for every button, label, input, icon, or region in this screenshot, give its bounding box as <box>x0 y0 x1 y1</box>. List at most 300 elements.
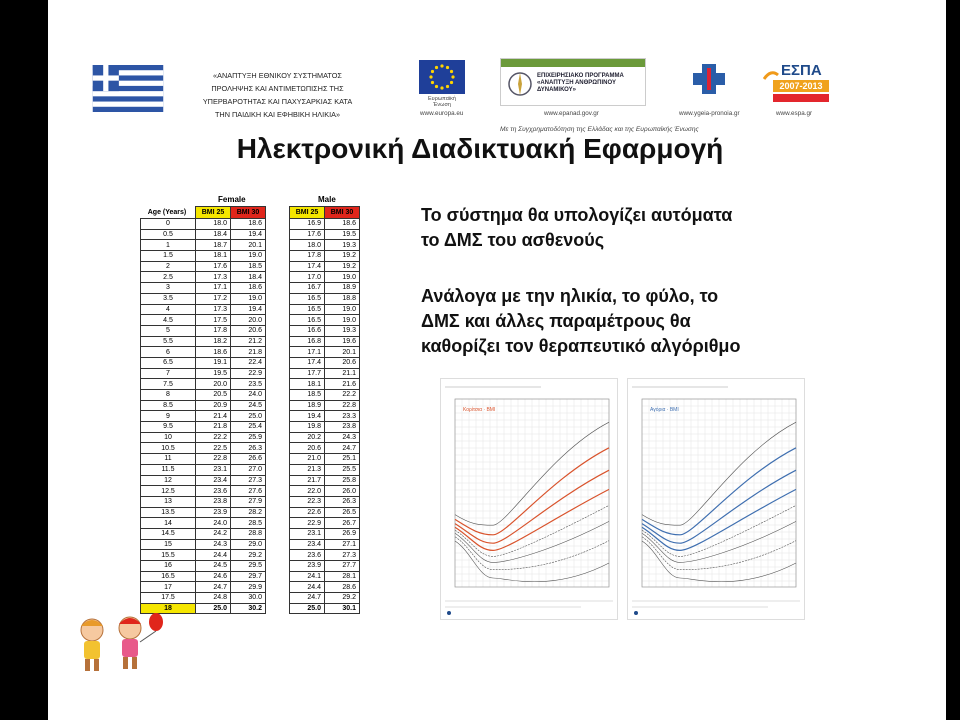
age-cell: 3 <box>141 283 196 294</box>
bmi-cell: 20.1 <box>325 347 360 358</box>
table-row <box>290 411 360 422</box>
bmi-cell: 30.1 <box>325 603 360 614</box>
eu-caption: Ευρωπαϊκή Ένωση <box>428 96 456 108</box>
bmi-cell: 17.0 <box>290 272 325 283</box>
bmi-cell: 21.3 <box>290 464 325 475</box>
table-row <box>141 496 266 507</box>
bmi-cell: 19.0 <box>231 251 266 262</box>
bmi-cell: 26.3 <box>231 443 266 454</box>
bmi-cell: 30.0 <box>231 593 266 604</box>
bmi-cell: 20.2 <box>290 432 325 443</box>
table-row <box>290 261 360 272</box>
table-row <box>290 315 360 326</box>
program-line: ΥΠΕΡΒΑΡΟΤΗΤΑΣ ΚΑΙ ΠΑΧΥΣΑΡΚΙΑΣ ΚΑΤΑ <box>202 97 353 106</box>
svg-text:Κορίτσια · BMI: Κορίτσια · BMI <box>463 407 496 413</box>
bmi-cell: 23.9 <box>196 507 231 518</box>
male-header: Male <box>318 195 336 204</box>
age-cell: 2.5 <box>141 272 196 283</box>
bmi-cell: 24.4 <box>196 550 231 561</box>
bmi-cell: 19.1 <box>196 357 231 368</box>
bmi-cell: 25.8 <box>325 475 360 486</box>
bmi-cell: 28.1 <box>325 571 360 582</box>
table-row <box>141 475 266 486</box>
bmi-cell: 22.8 <box>325 400 360 411</box>
bmi-cell: 17.1 <box>196 283 231 294</box>
bmi-cell: 28.5 <box>231 518 266 529</box>
age-cell: 12 <box>141 475 196 486</box>
boys-chart-image <box>628 379 804 619</box>
age-cell: 5.5 <box>141 336 196 347</box>
age-cell: 14.5 <box>141 528 196 539</box>
bmi-cell: 26.3 <box>325 496 360 507</box>
female-header: Female <box>218 195 246 204</box>
female-bmi25-header: BMI 25 <box>195 206 231 219</box>
age-cell: 6 <box>141 347 196 358</box>
table-row <box>290 603 360 614</box>
table-row <box>141 325 266 336</box>
age-cell: 12.5 <box>141 486 196 497</box>
bmi-cell: 19.4 <box>231 229 266 240</box>
bmi-cell: 29.2 <box>325 593 360 604</box>
bmi-cell: 18.0 <box>196 219 231 230</box>
table-row <box>141 454 266 465</box>
table-row <box>141 432 266 443</box>
table-row <box>141 550 266 561</box>
url-ygeia: www.ygeia-pronoia.gr <box>679 110 740 117</box>
table-row <box>290 518 360 529</box>
bmi-cell: 22.4 <box>231 357 266 368</box>
bmi-cell: 16.8 <box>290 336 325 347</box>
children-clipart <box>62 612 170 676</box>
bmi-cell: 18.5 <box>231 261 266 272</box>
bmi-cell: 22.0 <box>290 486 325 497</box>
bmi-cell: 22.8 <box>196 454 231 465</box>
bmi-cell: 19.2 <box>325 261 360 272</box>
male-bmi-table <box>289 218 360 614</box>
age-cell: 4.5 <box>141 315 196 326</box>
bmi-cell: 24.7 <box>290 593 325 604</box>
greek-flag-logo <box>91 65 165 112</box>
bmi-cell: 18.6 <box>231 219 266 230</box>
bmi-cell: 27.3 <box>231 475 266 486</box>
text-line: ΔΜΣ και άλλες παραμέτρους θα <box>421 311 691 331</box>
table-row <box>290 293 360 304</box>
bmi-cell: 19.5 <box>196 368 231 379</box>
bmi-cell: 24.7 <box>325 443 360 454</box>
table-row <box>141 528 266 539</box>
table-row <box>141 411 266 422</box>
bmi-cell: 18.6 <box>231 283 266 294</box>
bmi-cell: 18.4 <box>231 272 266 283</box>
bmi-cell: 16.5 <box>290 293 325 304</box>
table-row <box>141 293 266 304</box>
bmi-cell: 22.5 <box>196 443 231 454</box>
bmi-cell: 24.0 <box>196 518 231 529</box>
bmi-cell: 18.8 <box>325 293 360 304</box>
url-espa: www.espa.gr <box>776 110 813 117</box>
age-cell: 3.5 <box>141 293 196 304</box>
age-cell: 13.5 <box>141 507 196 518</box>
bmi-cell: 20.0 <box>196 379 231 390</box>
espa-years: 2007-2013 <box>773 80 829 92</box>
bmi-cell: 18.4 <box>196 229 231 240</box>
age-cell: 14 <box>141 518 196 529</box>
bmi-cell: 19.0 <box>325 304 360 315</box>
age-cell: 9.5 <box>141 422 196 433</box>
bmi-cell: 25.9 <box>231 432 266 443</box>
female-bmi-table <box>140 218 266 614</box>
bmi-cell: 18.2 <box>196 336 231 347</box>
table-row <box>290 240 360 251</box>
age-cell: 0.5 <box>141 229 196 240</box>
table-row <box>290 593 360 604</box>
bmi-cell: 16.5 <box>290 304 325 315</box>
bmi-cell: 24.3 <box>196 539 231 550</box>
bmi-cell: 19.3 <box>325 325 360 336</box>
bmi-cell: 23.1 <box>290 528 325 539</box>
bmi-cell: 25.0 <box>290 603 325 614</box>
bmi-cell: 18.6 <box>325 219 360 230</box>
program-line: ΤΗΝ ΠΑΙΔΙΚΗ ΚΑΙ ΕΦΗΒΙΚΗ ΗΛΙΚΙΑ» <box>214 110 341 119</box>
table-row <box>141 400 266 411</box>
table-row <box>141 507 266 518</box>
table-row <box>290 443 360 454</box>
age-cell: 16.5 <box>141 571 196 582</box>
table-row <box>141 261 266 272</box>
bmi-cell: 25.4 <box>231 422 266 433</box>
age-cell: 17.5 <box>141 593 196 604</box>
table-row <box>141 347 266 358</box>
bmi-cell: 20.9 <box>196 400 231 411</box>
url-epanad: www.epanad.gov.gr <box>544 110 599 117</box>
url-europa: www.europa.eu <box>420 110 464 117</box>
table-row <box>290 347 360 358</box>
table-row <box>141 561 266 572</box>
table-row <box>290 390 360 401</box>
age-cell: 0 <box>141 219 196 230</box>
table-row <box>290 550 360 561</box>
bmi-cell: 21.6 <box>325 379 360 390</box>
bmi-cell: 17.8 <box>196 325 231 336</box>
age-cell: 8.5 <box>141 400 196 411</box>
bmi-cell: 20.6 <box>231 325 266 336</box>
bmi-cell: 16.5 <box>290 315 325 326</box>
bmi-cell: 18.1 <box>290 379 325 390</box>
age-cell: 5 <box>141 325 196 336</box>
table-row <box>290 229 360 240</box>
bmi-cell: 21.7 <box>290 475 325 486</box>
bmi-cell: 24.2 <box>196 528 231 539</box>
bmi-cell: 18.1 <box>196 251 231 262</box>
bmi-cell: 23.8 <box>325 422 360 433</box>
bmi-cell: 18.9 <box>325 283 360 294</box>
bmi-cell: 19.0 <box>231 293 266 304</box>
bmi-cell: 27.3 <box>325 550 360 561</box>
bmi-cell: 28.6 <box>325 582 360 593</box>
text-line: Ανάλογα με την ηλικία, το φύλο, το <box>421 286 719 306</box>
bmi-cell: 28.2 <box>231 507 266 518</box>
bmi-cell: 22.9 <box>231 368 266 379</box>
bmi-cell: 25.1 <box>325 454 360 465</box>
table-row <box>141 571 266 582</box>
table-row <box>141 315 266 326</box>
table-row <box>290 464 360 475</box>
table-row <box>290 475 360 486</box>
bmi-cell: 17.6 <box>196 261 231 272</box>
bmi-cell: 21.8 <box>231 347 266 358</box>
table-row <box>141 251 266 262</box>
bmi-cell: 23.3 <box>325 411 360 422</box>
bmi-cell: 21.1 <box>325 368 360 379</box>
bmi-cell: 24.5 <box>231 400 266 411</box>
espa-label: ΕΣΠΑ <box>781 62 822 79</box>
bmi-cell: 26.6 <box>231 454 266 465</box>
table-row <box>141 582 266 593</box>
bmi-cell: 24.7 <box>196 582 231 593</box>
bmi-cell: 23.6 <box>196 486 231 497</box>
bmi-cell: 27.0 <box>231 464 266 475</box>
age-cell: 7.5 <box>141 379 196 390</box>
compass-icon <box>507 71 533 97</box>
bmi-cell: 19.4 <box>290 411 325 422</box>
age-cell: 11.5 <box>141 464 196 475</box>
bmi-cell: 19.6 <box>325 336 360 347</box>
age-header: Age (Years) <box>147 209 187 216</box>
bmi-cell: 29.2 <box>231 550 266 561</box>
male-bmi30-header: BMI 30 <box>324 206 360 219</box>
bmi-cell: 18.5 <box>290 390 325 401</box>
bmi-cell: 29.0 <box>231 539 266 550</box>
bmi-cell: 26.9 <box>325 528 360 539</box>
bmi-cell: 17.8 <box>290 251 325 262</box>
age-cell: 15 <box>141 539 196 550</box>
epanad-caption: ΕΠΙΧΕΙΡΗΣΙΑΚΟ ΠΡΟΓΡΑΜΜΑ «ΑΝΑΠΤΥΞΗ ΑΝΘΡΩΠΙΝΟΥ ΔΥΝΑΜΙΚΟΥ» <box>537 73 624 93</box>
bmi-cell: 23.1 <box>196 464 231 475</box>
table-row <box>141 219 266 230</box>
bmi-cell: 19.8 <box>290 422 325 433</box>
bmi-cell: 23.5 <box>231 379 266 390</box>
bmi-cell: 19.4 <box>231 304 266 315</box>
table-row <box>141 443 266 454</box>
espa-bar <box>773 94 829 102</box>
bmi-cell: 19.5 <box>325 229 360 240</box>
table-row <box>141 390 266 401</box>
text-line: καθορίζει τον θεραπευτικό αλγόριθμο <box>421 336 741 356</box>
bmi-cell: 29.7 <box>231 571 266 582</box>
age-cell: 9 <box>141 411 196 422</box>
age-cell: 10 <box>141 432 196 443</box>
bmi-cell: 19.2 <box>325 251 360 262</box>
table-row <box>141 240 266 251</box>
espa-logo <box>763 62 831 106</box>
cofunding-note: Με τη Συγχρηματοδότηση της Ελλάδας και της Ευρωπαϊκής Ένωσης <box>500 126 699 133</box>
paragraph-algorithm <box>421 284 740 359</box>
table-row <box>290 454 360 465</box>
table-row <box>290 379 360 390</box>
bmi-cell: 24.0 <box>231 390 266 401</box>
page-title: Ηλεκτρονική Διαδικτυακή Εφαρμογή <box>236 133 724 164</box>
bmi-cell: 24.1 <box>290 571 325 582</box>
bmi-cell: 26.7 <box>325 518 360 529</box>
table-row <box>141 304 266 315</box>
table-row <box>141 422 266 433</box>
bmi-cell: 22.6 <box>290 507 325 518</box>
paragraph-bmi-calc <box>421 203 732 253</box>
svg-text:Αγόρια · BMI: Αγόρια · BMI <box>650 407 679 413</box>
bmi-cell: 17.2 <box>196 293 231 304</box>
table-row <box>290 496 360 507</box>
table-row <box>290 336 360 347</box>
bmi-cell: 19.0 <box>325 315 360 326</box>
table-row <box>141 357 266 368</box>
bmi-cell: 25.0 <box>231 411 266 422</box>
girls-bmi-growth-chart <box>440 378 618 620</box>
age-cell: 2 <box>141 261 196 272</box>
table-row <box>141 229 266 240</box>
table-row <box>141 518 266 529</box>
bmi-cell: 24.3 <box>325 432 360 443</box>
table-row <box>290 368 360 379</box>
age-cell: 17 <box>141 582 196 593</box>
epanad-logo <box>500 58 646 106</box>
age-cell: 11 <box>141 454 196 465</box>
program-title-text <box>185 69 370 121</box>
table-row <box>290 507 360 518</box>
table-row <box>290 561 360 572</box>
table-row <box>141 272 266 283</box>
bmi-cell: 22.9 <box>290 518 325 529</box>
text-line: Το σύστημα θα υπολογίζει αυτόματα <box>421 205 733 225</box>
table-row <box>290 539 360 550</box>
bmi-cell: 21.2 <box>231 336 266 347</box>
bmi-cell: 20.6 <box>325 357 360 368</box>
bmi-cell: 20.6 <box>290 443 325 454</box>
bmi-cell: 21.4 <box>196 411 231 422</box>
bmi-cell: 30.2 <box>231 603 266 614</box>
table-row <box>290 432 360 443</box>
girls-chart-image <box>441 379 617 619</box>
table-row <box>290 486 360 497</box>
bmi-cell: 21.0 <box>290 454 325 465</box>
bmi-cell: 24.6 <box>196 571 231 582</box>
bmi-cell: 16.9 <box>290 219 325 230</box>
bmi-cell: 25.0 <box>196 603 231 614</box>
age-cell: 1 <box>141 240 196 251</box>
table-row <box>290 582 360 593</box>
bmi-cell: 27.7 <box>325 561 360 572</box>
bmi-cell: 27.6 <box>231 486 266 497</box>
bmi-cell: 23.9 <box>290 561 325 572</box>
bmi-cell: 17.3 <box>196 304 231 315</box>
table-row <box>290 422 360 433</box>
bmi-cell: 17.7 <box>290 368 325 379</box>
bmi-cell: 17.3 <box>196 272 231 283</box>
bmi-cell: 24.5 <box>196 561 231 572</box>
bmi-cell: 17.6 <box>290 229 325 240</box>
bmi-cell: 23.4 <box>290 539 325 550</box>
age-cell: 4 <box>141 304 196 315</box>
bmi-cell: 23.4 <box>196 475 231 486</box>
table-row <box>290 251 360 262</box>
bmi-cell: 24.4 <box>290 582 325 593</box>
logo-stripe <box>501 59 645 67</box>
bmi-cell: 17.4 <box>290 261 325 272</box>
bmi-cell: 18.6 <box>196 347 231 358</box>
bmi-cell: 18.0 <box>290 240 325 251</box>
female-bmi30-header: BMI 30 <box>230 206 266 219</box>
bmi-cell: 25.5 <box>325 464 360 475</box>
male-bmi25-header: BMI 25 <box>289 206 325 219</box>
eu-flag-icon <box>419 60 465 94</box>
age-cell: 8 <box>141 390 196 401</box>
bmi-cell: 17.5 <box>196 315 231 326</box>
table-row <box>141 379 266 390</box>
bmi-cell: 20.0 <box>231 315 266 326</box>
program-line: ΠΡΟΛΗΨΗΣ ΚΑΙ ΑΝΤΙΜΕΤΩΠΙΣΗΣ ΤΗΣ <box>211 84 344 93</box>
bmi-cell: 29.5 <box>231 561 266 572</box>
bmi-cell: 23.8 <box>196 496 231 507</box>
bmi-cell: 21.8 <box>196 422 231 433</box>
table-row <box>290 400 360 411</box>
table-row <box>141 593 266 604</box>
table-row <box>141 539 266 550</box>
bmi-cell: 17.4 <box>290 357 325 368</box>
age-cell: 10.5 <box>141 443 196 454</box>
bmi-cell: 18.7 <box>196 240 231 251</box>
table-row <box>290 272 360 283</box>
bmi-cell: 26.5 <box>325 507 360 518</box>
bmi-cell: 19.3 <box>325 240 360 251</box>
age-cell: 7 <box>141 368 196 379</box>
table-row <box>290 283 360 294</box>
eu-logo <box>419 60 465 108</box>
bmi-cell: 27.9 <box>231 496 266 507</box>
table-row <box>290 528 360 539</box>
table-row <box>141 464 266 475</box>
bmi-cell: 19.0 <box>325 272 360 283</box>
age-cell: 18 <box>141 603 196 614</box>
bmi-cell: 16.7 <box>290 283 325 294</box>
table-row <box>141 283 266 294</box>
table-row <box>141 486 266 497</box>
bmi-cell: 22.3 <box>290 496 325 507</box>
age-cell: 15.5 <box>141 550 196 561</box>
bmi-cell: 20.1 <box>231 240 266 251</box>
program-line: «ΑΝΑΠΤΥΞΗ ΕΘΝΙΚΟΥ ΣΥΣΤΗΜΑΤΟΣ <box>213 71 342 80</box>
age-cell: 16 <box>141 561 196 572</box>
age-cell: 6.5 <box>141 357 196 368</box>
age-cell: 1.5 <box>141 251 196 262</box>
boys-bmi-growth-chart <box>627 378 805 620</box>
bmi-cell: 23.6 <box>290 550 325 561</box>
bmi-cell: 18.9 <box>290 400 325 411</box>
bmi-cell: 24.8 <box>196 593 231 604</box>
bmi-cell: 27.1 <box>325 539 360 550</box>
table-row <box>141 336 266 347</box>
bmi-cell: 17.1 <box>290 347 325 358</box>
bmi-cell: 28.8 <box>231 528 266 539</box>
table-row <box>290 304 360 315</box>
table-row <box>290 219 360 230</box>
table-row <box>290 325 360 336</box>
bmi-cell: 16.6 <box>290 325 325 336</box>
table-row <box>141 368 266 379</box>
bmi-cell: 22.2 <box>325 390 360 401</box>
table-row <box>290 357 360 368</box>
health-ministry-logo <box>691 62 727 96</box>
age-cell: 13 <box>141 496 196 507</box>
table-row <box>290 571 360 582</box>
